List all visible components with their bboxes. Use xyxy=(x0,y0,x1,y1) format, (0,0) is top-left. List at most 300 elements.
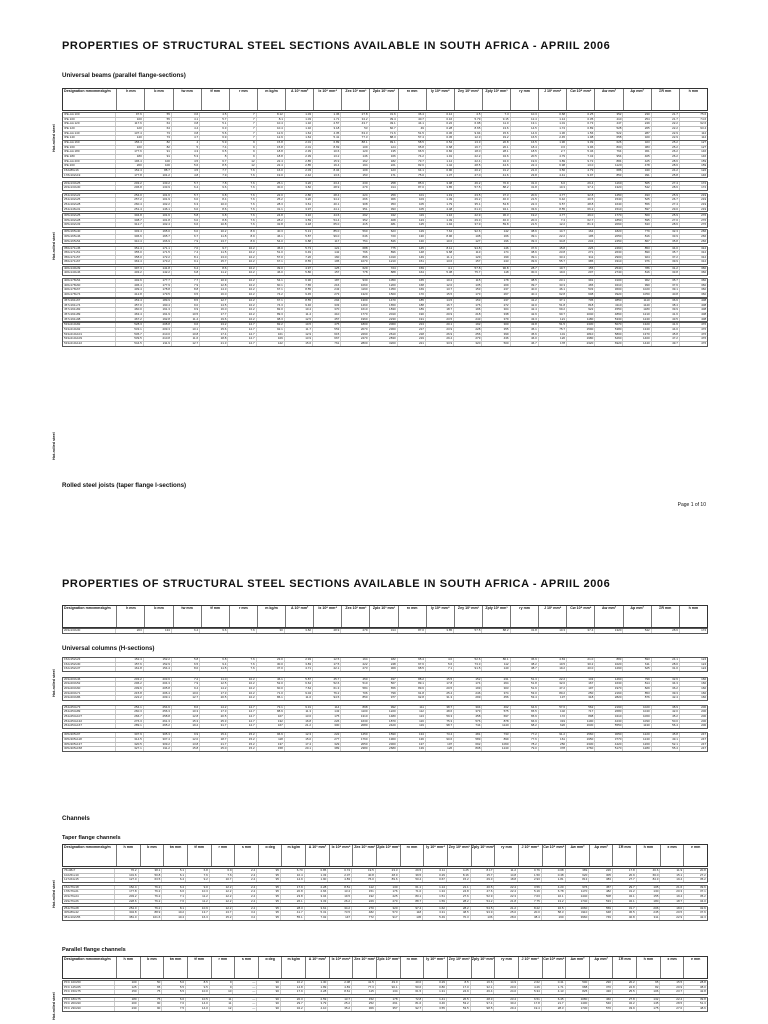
value-cell: 633 xyxy=(622,223,650,227)
value-cell: 15.2 xyxy=(227,747,255,751)
value-cell: 141.8 xyxy=(143,267,171,271)
value-cell: 310.4 xyxy=(115,240,143,244)
value-cell: 5.8 xyxy=(171,214,199,218)
value-cell: 28.5 xyxy=(453,164,481,168)
value-cell: 65 xyxy=(138,986,162,990)
value-cell: 167 xyxy=(256,724,284,728)
value-cell: 5.7 xyxy=(199,118,227,122)
value-cell: 61.1 xyxy=(399,886,423,890)
value-cell: 46.0 xyxy=(256,271,284,275)
value-cell: 10.0 xyxy=(185,990,209,994)
value-cell: 82 xyxy=(636,986,660,990)
value-cell: 92.6 xyxy=(453,230,481,234)
value-cell: 35.2 xyxy=(327,1007,351,1011)
value-cell: 399 xyxy=(481,333,509,337)
value-cell: 177.8 xyxy=(114,890,138,894)
value-cell: 48.0 xyxy=(375,874,399,878)
value-cell: 1650 xyxy=(369,304,397,308)
value-cell: 9.68 xyxy=(425,251,453,255)
value-cell: 305.3 xyxy=(143,733,171,737)
value-cell: 11.0 xyxy=(284,696,312,700)
value-cell: 300 xyxy=(481,323,509,327)
value-cell: 28.3 xyxy=(256,203,284,207)
value-cell: 46.1 xyxy=(256,678,284,682)
value-cell: 1740 xyxy=(565,900,589,904)
value-cell: 173.2 xyxy=(143,260,171,264)
value-cell: 249 xyxy=(622,122,650,126)
value-cell: 10.1 xyxy=(171,328,199,332)
value-cell: 2050 xyxy=(594,235,622,239)
value-cell: 7.43 xyxy=(566,155,594,159)
value-cell: 3.56 xyxy=(538,169,566,173)
value-cell: 533.1 xyxy=(115,328,143,332)
value-cell: 19.2 xyxy=(171,724,199,728)
value-cell: 75.3 xyxy=(425,720,453,724)
value-cell: 1.51 xyxy=(422,895,446,899)
value-cell: 796 xyxy=(340,251,368,255)
header-cell: tw mm xyxy=(163,845,187,866)
value-cell: 22.2 xyxy=(538,235,566,239)
header-cell: A 10³ mm² xyxy=(285,606,313,627)
value-cell: 23.8 xyxy=(538,251,566,255)
value-cell: 243 xyxy=(312,288,340,292)
value-cell: 917 xyxy=(375,916,399,920)
value-cell: 1450 xyxy=(594,194,622,198)
value-cell: 52.1 xyxy=(651,743,679,747)
value-cell: 177.6 xyxy=(115,150,143,154)
value-cell: 40.3 xyxy=(256,230,284,234)
header-cell: ry mm xyxy=(510,89,538,110)
value-cell: 2050 xyxy=(340,743,368,747)
designation-cell: 305x89x42 xyxy=(64,911,79,915)
value-cell: 250 xyxy=(538,743,566,747)
value-cell: 8.6 xyxy=(199,208,227,212)
value-cell: — xyxy=(232,990,256,994)
value-cell: 5.87 xyxy=(284,235,312,239)
value-cell: 196.4 xyxy=(115,160,143,164)
value-cell: 2.03 xyxy=(284,169,312,173)
designation-cell: 203x133x30 xyxy=(64,629,81,632)
value-cell: 71.0 xyxy=(399,890,423,894)
value-cell: 108 xyxy=(453,235,481,239)
value-cell: 54.1 xyxy=(256,279,284,283)
value-cell: 28.6 xyxy=(651,629,679,633)
value-cell: 22.3 xyxy=(493,895,517,899)
value-cell: 52.6 xyxy=(312,682,340,686)
value-cell: 254.0 xyxy=(115,194,143,198)
value-cell: 230 xyxy=(340,182,368,186)
value-cell: 279 xyxy=(453,337,481,341)
value-cell: 24.8 xyxy=(256,214,284,218)
value-cell: 88.3 xyxy=(369,136,397,140)
value-cell: 12.7 xyxy=(227,342,255,346)
value-cell: 49 xyxy=(397,127,425,131)
value-cell: 90 xyxy=(256,990,280,994)
header-cell: ry mm xyxy=(494,845,518,866)
value-cell: 28.9 xyxy=(312,629,340,633)
value-cell: 12.2 xyxy=(538,223,566,227)
value-cell: 88.2 xyxy=(397,678,425,682)
value-cell: 27.6 xyxy=(446,895,470,899)
value-cell: 24.2 xyxy=(651,169,679,173)
value-cell: 12.7 xyxy=(227,323,255,327)
value-cell: 23.5 xyxy=(453,194,481,198)
value-cell: 159 xyxy=(679,164,707,168)
value-cell: 118 xyxy=(256,738,284,742)
value-cell: 10.2 xyxy=(227,256,255,260)
value-cell: 93.4 xyxy=(679,127,707,131)
value-cell: 29.7 xyxy=(612,886,636,890)
value-cell: 6.90 xyxy=(284,279,312,283)
value-cell: 19.4 xyxy=(659,895,683,899)
value-cell: 2630 xyxy=(594,251,622,255)
value-cell: 25.9 xyxy=(651,214,679,218)
value-cell: 11.5 xyxy=(199,251,227,255)
value-cell: 205.8 xyxy=(143,687,171,691)
value-cell: 6.98 xyxy=(453,122,481,126)
value-cell: 45.7 xyxy=(312,678,340,682)
header-cell: Aw mm² xyxy=(594,89,622,110)
value-cell: 26.9 xyxy=(425,333,453,337)
value-cell: 898 xyxy=(566,715,594,719)
value-cell: 686 xyxy=(594,169,622,173)
value-cell: 2.01 xyxy=(284,141,312,145)
value-cell: 12.5 xyxy=(199,682,227,686)
value-cell: 5.19 xyxy=(517,890,541,894)
value-cell: 101.6 xyxy=(138,916,162,920)
value-cell: 457 xyxy=(588,886,612,890)
value-cell: 7.6 xyxy=(227,182,255,186)
value-cell: 200 xyxy=(114,1002,138,1006)
value-cell: 26.1 xyxy=(280,900,304,904)
value-cell: 922 xyxy=(566,308,594,312)
value-cell: 0.11 xyxy=(422,869,446,873)
value-cell: 11.7 xyxy=(284,328,312,332)
value-cell: 1130 xyxy=(622,724,650,728)
value-cell: 9.0 xyxy=(185,886,209,890)
value-cell: 172 xyxy=(679,182,707,186)
value-cell: 1850 xyxy=(594,219,622,223)
value-cell: 266 xyxy=(679,230,707,234)
value-cell: 38.9 xyxy=(651,706,679,710)
value-cell: 59.3 xyxy=(425,715,453,719)
value-cell: 53.2 xyxy=(446,1002,470,1006)
designation-cell: 203x76x24 xyxy=(64,895,79,899)
value-cell: 29.3 xyxy=(453,219,481,223)
value-cell: 98.3 xyxy=(256,318,284,322)
designation-cell: PFC 230x90 xyxy=(64,1007,81,1011)
value-cell: 234 xyxy=(566,240,594,244)
value-cell: 436 xyxy=(481,337,509,341)
value-cell: 47.2 xyxy=(538,687,566,691)
value-cell: 7.6 xyxy=(227,186,255,190)
value-cell: 117.6 xyxy=(115,122,143,126)
value-cell: 2740 xyxy=(594,271,622,275)
value-cell: 5.1 xyxy=(199,122,227,126)
value-cell: 213 xyxy=(397,323,425,327)
value-cell: 177.9 xyxy=(143,284,171,288)
value-cell: 1820 xyxy=(594,230,622,234)
value-cell: 54.2 xyxy=(470,900,494,904)
value-cell: 3.61 xyxy=(304,907,328,911)
value-cell: 0.54 xyxy=(425,141,453,145)
value-cell: 180 xyxy=(636,900,660,904)
value-cell: 3.20 xyxy=(284,182,312,186)
value-cell: 1970 xyxy=(594,687,622,691)
value-cell: 40.4 xyxy=(510,293,538,297)
value-cell: 1470 xyxy=(369,299,397,303)
value-cell: 465 xyxy=(566,284,594,288)
value-cell: 47.6 xyxy=(470,890,494,894)
value-cell: 276 xyxy=(679,223,707,227)
value-cell: 1630 xyxy=(594,682,622,686)
value-cell: 14.2 xyxy=(199,706,227,710)
value-cell: 207 xyxy=(566,271,594,275)
value-cell: 37.1 xyxy=(683,890,707,894)
value-cell: 876 xyxy=(622,696,650,700)
designation-cell: IPE 200 xyxy=(64,164,75,168)
value-cell: 2470 xyxy=(340,337,368,341)
value-cell: 28.6 xyxy=(651,164,679,168)
value-cell: 41.5 xyxy=(351,981,375,985)
value-cell: 61.3 xyxy=(453,208,481,212)
value-cell: 74.6 xyxy=(679,118,707,122)
value-cell: 2360 xyxy=(369,328,397,332)
value-cell: 42.0 xyxy=(510,304,538,308)
value-cell: 13.7 xyxy=(199,240,227,244)
value-cell: 142.2 xyxy=(143,271,171,275)
value-cell: 15.6 xyxy=(199,328,227,332)
value-cell: 850 xyxy=(340,696,368,700)
value-cell: 164 xyxy=(397,271,425,275)
value-cell: 6.5 xyxy=(171,663,199,667)
value-cell: 11.4 xyxy=(284,313,312,317)
value-cell: 30.0 xyxy=(256,663,284,667)
value-cell: 370 xyxy=(312,308,340,312)
value-cell: 87.0 xyxy=(397,629,425,633)
value-cell: 12.7 xyxy=(227,706,255,710)
value-cell: 360 xyxy=(679,293,707,297)
value-cell: 4.10 xyxy=(304,1007,328,1011)
value-cell: 22.4 xyxy=(256,164,284,168)
header-cell: Zey 10³ mm³ xyxy=(454,606,482,627)
value-cell: 3.89 xyxy=(538,160,566,164)
value-cell: 1.41 xyxy=(422,998,446,1002)
value-cell: 66.2 xyxy=(566,208,594,212)
value-cell: 175 xyxy=(312,715,340,719)
value-cell: 119 xyxy=(397,724,425,728)
value-cell: 134 xyxy=(143,629,171,633)
value-cell: 12.9 xyxy=(256,132,284,136)
designation-cell: 152x152x37 xyxy=(64,667,81,671)
value-cell: 10.2 xyxy=(161,911,185,915)
value-cell: 39.1 xyxy=(510,256,538,260)
value-cell: 467.2 xyxy=(115,318,143,322)
value-cell: — xyxy=(232,998,256,1002)
side-label: Hot-rolled steel xyxy=(52,992,56,1020)
value-cell: 6.6 xyxy=(171,223,199,227)
value-cell: 878 xyxy=(481,720,509,724)
value-cell: 41.7 xyxy=(280,911,304,915)
value-cell: 21.7 xyxy=(651,113,679,117)
value-cell: 1370 xyxy=(622,333,650,337)
value-cell: 7 xyxy=(227,113,255,117)
designation-cell: 533x210x109 xyxy=(64,337,83,341)
section-taper-flange-channels: Taper flange channels xyxy=(62,835,121,841)
value-cell: 57.4 xyxy=(397,136,425,140)
value-cell: 33.8 xyxy=(651,271,679,275)
value-cell: 476 xyxy=(679,337,707,341)
value-cell: 22.2 xyxy=(453,155,481,159)
value-cell: 28.6 xyxy=(651,186,679,190)
value-cell: 204.3 xyxy=(143,682,171,686)
value-cell: 26.1 xyxy=(481,146,509,150)
value-cell: 43.3 xyxy=(510,318,538,322)
value-cell: 3.46 xyxy=(422,1002,446,1006)
value-cell: 15.5 xyxy=(425,293,453,297)
value-cell: 20.5 xyxy=(199,696,227,700)
value-cell: 7.6 xyxy=(227,194,255,198)
value-cell: 40.5 xyxy=(470,886,494,890)
designation-cell: 254x254x132 xyxy=(64,719,83,723)
header-cell: r mm xyxy=(211,845,235,866)
header-cell: Cw 10⁹ mm⁶ xyxy=(566,606,594,627)
value-cell: 1190 xyxy=(566,720,594,724)
value-cell: 1350 xyxy=(369,288,397,292)
value-cell: 160 xyxy=(115,146,143,150)
value-cell: 39.9 xyxy=(510,260,538,264)
designation-cell: 406x178x67 xyxy=(64,288,81,292)
value-cell: 11 xyxy=(209,998,233,1002)
value-cell: 307.4 xyxy=(143,738,171,742)
value-cell: 25.1 xyxy=(256,182,284,186)
designation-cell: IPE-AA 140 xyxy=(64,131,80,135)
value-cell: 94.5 xyxy=(312,696,340,700)
value-cell: 9.15 xyxy=(481,118,509,122)
value-cell: 3.79 xyxy=(304,1002,328,1006)
value-cell: 247 xyxy=(679,738,707,742)
value-cell: 42.4 xyxy=(510,308,538,312)
value-cell: 146 xyxy=(679,155,707,159)
value-cell: 6.3 xyxy=(199,127,227,131)
value-cell: 403.2 xyxy=(115,271,143,275)
value-cell: 120 xyxy=(115,127,143,131)
value-cell: 126 xyxy=(538,337,566,341)
value-cell: 90 xyxy=(256,986,280,990)
value-cell: 22.9 xyxy=(453,214,481,218)
value-cell: 10.5 xyxy=(185,998,209,1002)
value-cell: 40.0 xyxy=(399,981,423,985)
value-cell: 97.4 xyxy=(399,907,423,911)
value-cell: 26.7 xyxy=(651,198,679,202)
designation-cell: 203x203x52 xyxy=(64,682,81,686)
value-cell: 408 xyxy=(679,299,707,303)
header-cell: Ix 10⁶ mm⁴ xyxy=(313,606,341,627)
value-cell: 42.4 xyxy=(651,696,679,700)
designation-cell: 254x254x89 xyxy=(64,710,81,714)
value-cell: 45.2 xyxy=(651,715,679,719)
value-cell: 7.7 xyxy=(171,279,199,283)
value-cell: 50 xyxy=(138,981,162,985)
value-cell: 74.2 xyxy=(256,293,284,297)
value-cell: 540 xyxy=(588,1002,612,1006)
value-cell: 219 xyxy=(679,194,707,198)
value-cell: 15.9 xyxy=(312,160,340,164)
table-row xyxy=(63,208,707,212)
value-cell: 309 xyxy=(369,667,397,671)
value-cell: 250 xyxy=(566,692,594,696)
value-cell: 505 xyxy=(622,182,650,186)
value-cell: 3850 xyxy=(594,299,622,303)
value-cell: 402.6 xyxy=(115,279,143,283)
table-header-beams xyxy=(62,88,708,111)
value-cell: 158 xyxy=(256,747,284,751)
value-cell: 658 xyxy=(594,136,622,140)
value-cell: 6.9 xyxy=(199,136,227,140)
value-cell: 825 xyxy=(565,990,589,994)
header-cell: h mm xyxy=(679,89,707,110)
value-cell: 20.8 xyxy=(683,869,707,873)
value-cell: 99.0 xyxy=(312,235,340,239)
value-cell: 1.71 xyxy=(312,118,340,122)
value-cell: 23.0 xyxy=(256,658,284,662)
value-cell: 20.3 xyxy=(280,998,304,1002)
value-cell: 50.6 xyxy=(399,986,423,990)
value-cell: 191.9 xyxy=(143,313,171,317)
designation-cell: 178x102x19 xyxy=(64,173,81,177)
value-cell: 1080 xyxy=(565,998,589,1002)
value-cell: 25.4 xyxy=(425,692,453,696)
value-cell: 73.3 xyxy=(453,663,481,667)
value-cell: 127 xyxy=(453,240,481,244)
value-cell: 3960 xyxy=(565,916,589,920)
header-cell: tf mm xyxy=(201,606,229,627)
value-cell: 174 xyxy=(481,251,509,255)
value-cell: 4.1 xyxy=(171,118,199,122)
header-cell: tw mm xyxy=(173,89,201,110)
value-cell: 4.79 xyxy=(566,169,594,173)
header-cell: tw mm xyxy=(163,957,187,978)
value-cell: 182 xyxy=(369,658,397,662)
value-cell: 7.7 xyxy=(199,169,227,173)
value-cell: 20.2 xyxy=(453,169,481,173)
value-cell: 37.1 xyxy=(538,299,566,303)
value-cell: 22.4 xyxy=(493,890,517,894)
value-cell: 1.01 xyxy=(425,155,453,159)
value-cell: 2060 xyxy=(565,907,589,911)
value-cell: 13.2 xyxy=(541,900,565,904)
value-cell: 179.5 xyxy=(143,293,171,297)
value-cell: 10.2 xyxy=(227,271,255,275)
value-cell: 95 xyxy=(256,874,280,878)
value-cell: 64 xyxy=(143,122,171,126)
value-cell: 20.9 xyxy=(425,313,453,317)
value-cell: 8.55 xyxy=(284,288,312,292)
value-cell: 4420 xyxy=(594,743,622,747)
value-cell: 95 xyxy=(256,878,280,882)
value-cell: 1.30 xyxy=(304,981,328,985)
header-cell: tw mm xyxy=(173,606,201,627)
value-cell: 450 xyxy=(340,678,368,682)
value-cell: 9.04 xyxy=(284,692,312,696)
value-cell: 3.96 xyxy=(566,146,594,150)
value-cell: 5.6 xyxy=(199,132,227,136)
value-cell: 19.0 xyxy=(538,271,566,275)
header-cell: x mm xyxy=(660,845,684,866)
value-cell: 13.4 xyxy=(327,890,351,894)
value-cell: 12.8 xyxy=(199,284,227,288)
value-cell: 226 xyxy=(312,720,340,724)
